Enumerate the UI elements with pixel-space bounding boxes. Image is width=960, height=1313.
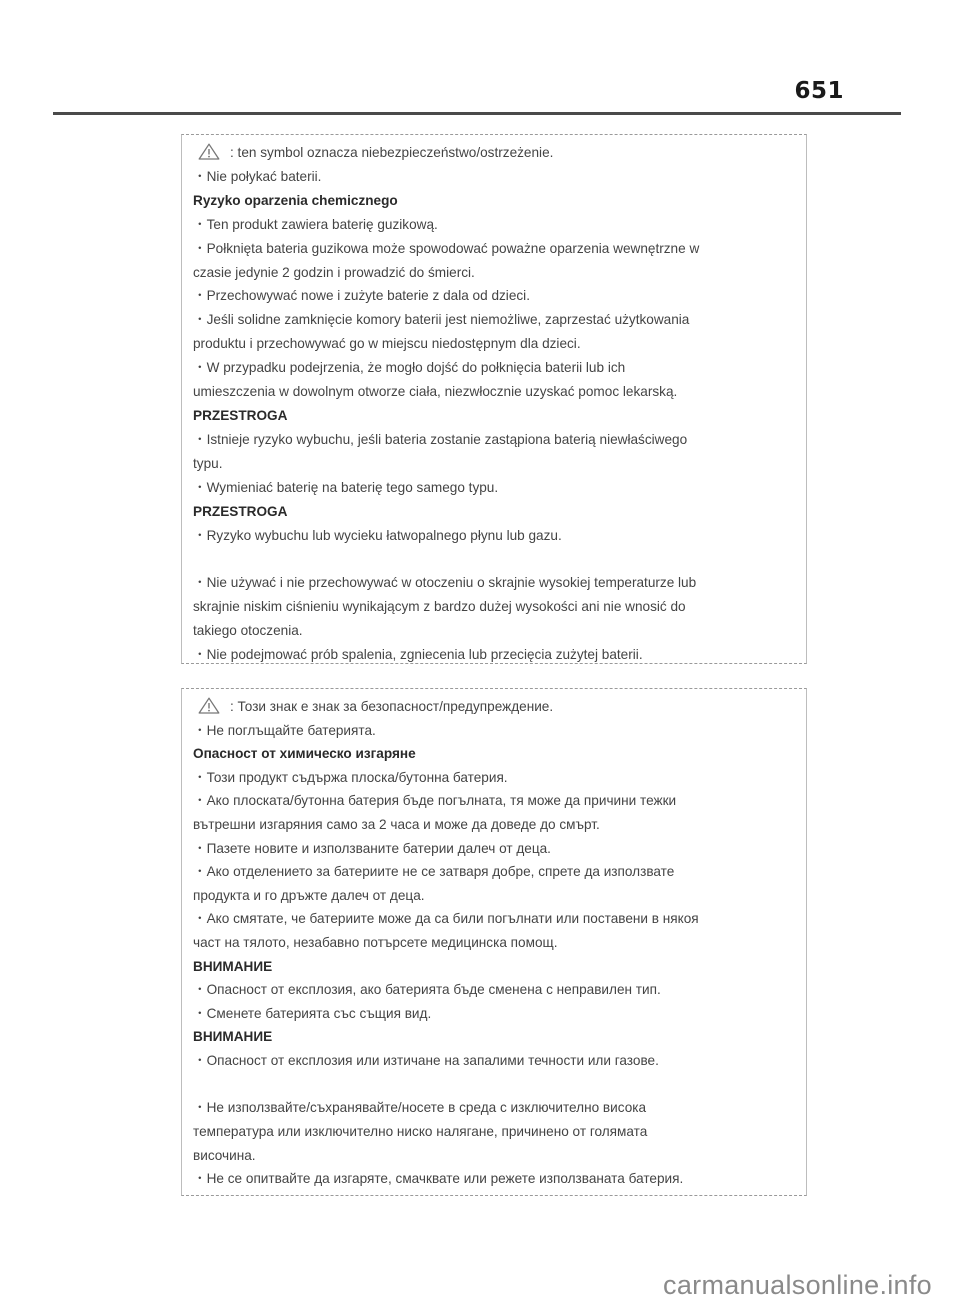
notice-line: температура или изключително ниско налягане, причинено от голямата	[193, 1123, 648, 1139]
watermark: carmanualsonline.info	[663, 1270, 932, 1300]
blank-line	[193, 1073, 796, 1097]
notice-line: ・W przypadku podejrzenia, że mogło dojść do połknięcia baterii lub ich	[193, 360, 626, 376]
notice-line: ・Nie połykać baterii.	[193, 168, 322, 184]
notice-line: ・Nie podejmować prób spalenia, zgniecenia lub przecięcia zużytej baterii.	[193, 647, 643, 663]
notice-line: ・Przechowywać nowe i zużyte baterie z dala od dzieci.	[193, 288, 530, 304]
symbol-legend-text: : Този знак е знак за безопасност/предупреждение.	[230, 699, 554, 714]
notice-heading: ВНИМАНИЕ	[193, 958, 273, 974]
blank-line	[193, 547, 796, 571]
notice-line: ・Опасност от експлозия или изтичане на запалими течности или газове.	[193, 1052, 659, 1068]
notice-line: ・Пазете новите и използваните батерии далеч от деца.	[193, 840, 551, 856]
notice-line: вътрешни изгаряния само за 2 часа и може да доведе до смърт.	[193, 816, 600, 832]
notice-heading: Опасност от химическо изгаряне	[193, 746, 416, 762]
symbol-legend	[193, 695, 796, 719]
notice-line: ・Ако плоската/бутонна батерия бъде погълната, тя може да причини тежки	[193, 793, 677, 809]
warning-notice-polish	[181, 134, 807, 664]
notice-line: височина.	[193, 1147, 256, 1163]
header-rule	[53, 112, 901, 115]
notice-line: ・Jeśli solidne zamknięcie komory baterii jest niemożliwe, zaprzestać użytkowania	[193, 312, 690, 328]
notice-line: takiego otoczenia.	[193, 623, 303, 639]
notice-heading: PRZESTROGA	[193, 503, 288, 519]
notice-line: ・Ten produkt zawiera baterię guzikową.	[193, 216, 438, 232]
notice-line: ・Ако смятате, че батериите може да са били погълнати или поставени в някоя	[193, 911, 699, 927]
notice-line: ・Опасност от експлозия, ако батерията бъде сменена с неправилен тип.	[193, 982, 661, 998]
notice-line: ・Не използвайте/съхранявайте/носете в среда с изключително висока	[193, 1100, 647, 1116]
notice-line: ・Ако отделението за батериите не се затваря добре, спрете да използвате	[193, 864, 675, 880]
notice-line: ・Този продукт съдържа плоска/бутонна батерия.	[193, 769, 508, 785]
notice-line: produktu i przechowywać go w miejscu niedostępnym dla dzieci.	[193, 336, 581, 352]
warning-triangle-icon	[198, 143, 220, 160]
notice-line: продукта и го дръжте далеч от деца.	[193, 887, 425, 903]
notice-heading: ВНИМАНИЕ	[193, 1029, 273, 1045]
notice-line: skrajnie niskim ciśnieniu wynikającym z bardzo dużej wysokości ani nie wnosić do	[193, 599, 686, 615]
notice-line: ・Nie używać i nie przechowywać w otoczeniu o skrajnie wysokiej temperaturze lub	[193, 575, 697, 591]
warning-notice-bulgarian	[181, 688, 807, 1196]
notice-line: ・Не поглъщайте батерията.	[193, 722, 376, 738]
page-number: 651	[794, 78, 844, 104]
warning-triangle-icon	[198, 697, 220, 714]
notice-line: ・Ryzyko wybuchu lub wycieku łatwopalnego płynu lub gazu.	[193, 527, 562, 543]
notice-line: ・Wymieniać baterię na baterię tego samego typu.	[193, 479, 499, 495]
notice-heading: PRZESTROGA	[193, 407, 288, 423]
notice-line: част на тялото, незабавно потърсете медицинска помощ.	[193, 934, 558, 950]
notice-line: ・Не се опитвайте да изгаряте, смачквате или режете използваната батерия.	[193, 1171, 684, 1187]
notice-line: czasie jedynie 2 godzin i prowadzić do śmierci.	[193, 264, 475, 280]
notice-line: ・Сменете батерията със същия вид.	[193, 1005, 432, 1021]
symbol-legend-text: : ten symbol oznacza niebezpieczeństwo/ostrzeżenie.	[230, 145, 554, 160]
notice-line: ・Istnieje ryzyko wybuchu, jeśli bateria zostanie zastąpiona baterią niewłaściwego	[193, 431, 688, 447]
notice-line: typu.	[193, 455, 223, 471]
notice-heading: Ryzyko oparzenia chemicznego	[193, 192, 398, 208]
notice-line: umieszczenia w dowolnym otworze ciała, niezwłocznie uzyskać pomoc lekarską.	[193, 384, 678, 400]
symbol-legend	[193, 141, 796, 165]
notice-line: ・Połknięta bateria guzikowa może spowodować poważne oparzenia wewnętrzne w	[193, 240, 700, 256]
